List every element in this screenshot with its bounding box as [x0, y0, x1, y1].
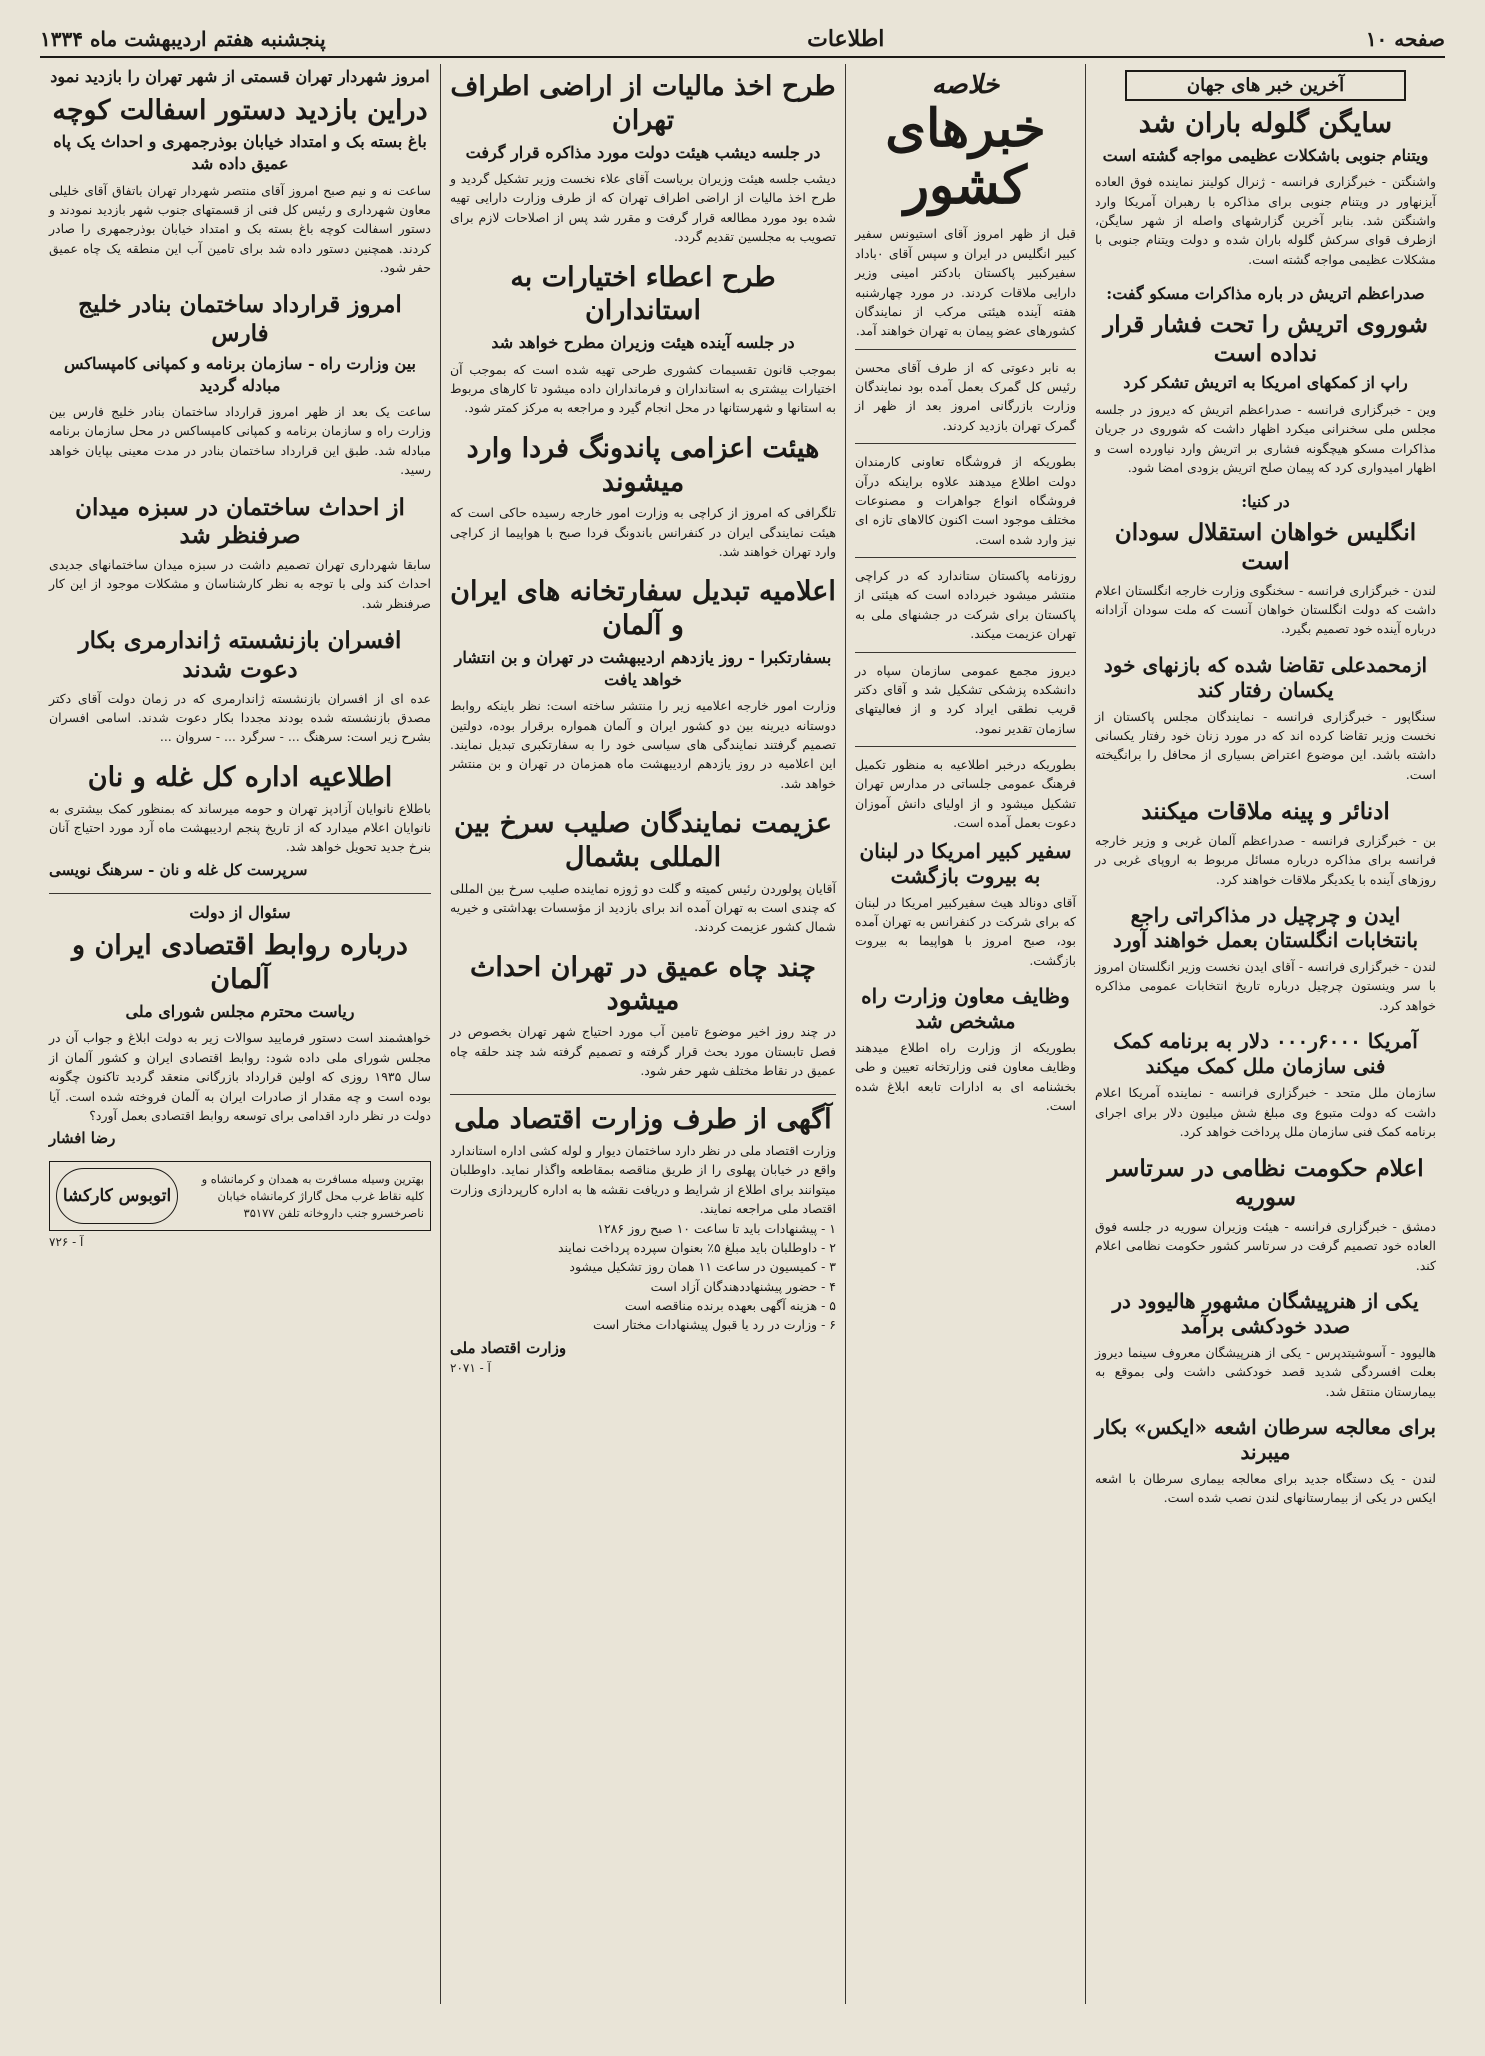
article-body: باطلاع نانوایان آزادپز تهران و حومه میرساند که بمنظور کمک بیشتری به نانوایان اعلام میدارد که از تاریخ پنجم اردیبهشت ماه آرد مورد احتیاج آنان بنرخ جدید تحویل خواهد شد.: [49, 800, 431, 855]
article-gendarmerie: [49, 627, 431, 747]
article-body: ساعت یک بعد از ظهر امروز قرارداد ساختمان بنادر خلیج فارس بین وزارت راه و سازمان برنامه و کمپانی کامپساکس در محل سازمان برنامه مبادله شد. طبق این قرارداد ساختمان بنادر در مدت معینی بپایان خواهد رسید.: [49, 404, 431, 478]
headline: عزیمت نمایندگان صلیب سرخ بین المللی بشمال: [453, 808, 833, 873]
article-austria: [1095, 283, 1436, 477]
headline: دراین بازدید دستور اسفالت کوچه: [52, 94, 428, 126]
ad-item: ۲ - داوطلبان باید مبلغ ۵٪ بعنوان سپرده پرداخت نمایند: [557, 1239, 836, 1255]
article-body: سنگاپور - خبرگزاری فرانسه - نمایندگان مجلس پاکستان از نخست وزیر تقاضا کرده اند که در مورد زنان خود رفتار یکسانی داشته باشد. این موضوع اعتراض بسیاری از محافل را برانگیخته است.: [1095, 708, 1436, 782]
divider: [450, 1094, 836, 1095]
article-xray: [1095, 1415, 1436, 1508]
divider: [855, 557, 1076, 558]
headline: اطلاعیه اداره کل غله و نان: [87, 761, 393, 793]
subheadline: ریاست محترم مجلس شورای ملی: [125, 1001, 355, 1021]
headline: اعلامیه تبدیل سفارتخانه های ایران و آلمان: [450, 576, 836, 642]
headline: امروز قرارداد ساختمان بنادر خلیج فارس: [78, 291, 402, 348]
ad-item: ۱ - پیشنهادات باید تا ساعت ۱۰ صبح روز ۱۲۸۶: [597, 1220, 836, 1236]
headline: انگلیس خواهان استقلال سودان است: [1114, 519, 1417, 575]
article-question: [49, 902, 431, 1148]
article-body: لندن - خبرگزاری فرانسه - سخنگوی وزارت خارجه انگلستان اعلام داشت که دولت انگلستان خواهان آنست که ملت سودان آزادانه درباره آینده خود تصمیم بگیرد.: [1095, 582, 1436, 637]
article-sudan: [1095, 491, 1436, 638]
article-body: در چند روز اخیر موضوع تامین آب مورد احتیاج شهر تهران بخصوص در فصل تابستان مورد بحث قرار گرفته و تصمیم گرفته شد چند حلقه چاه عمیق در نقاط مختلف شهر حفر شود.: [450, 1024, 836, 1078]
divider: [855, 652, 1076, 653]
news-item: بطوریکه درخبر اطلاعیه به منظور تکمیل فرهنگ عمومی جلساتی در مدارس تهران تشکیل میشود و از اولیای دانش آموزان دعوت بعمل آمده است.: [855, 757, 1076, 831]
article-road-ministry: [855, 984, 1076, 1116]
bus-advertisement: [49, 1161, 431, 1231]
headline: طرح اخذ مالیات از اراضی اطراف تهران: [450, 71, 836, 136]
news-item: به نابر دعوتی که از طرف آقای محسن رئیس کل گمرک بعمل آمده بود نمایندگان وزارت بازرگانی امروز بعد از ظهر از گمرک تهران بازدید کردند.: [855, 359, 1076, 433]
subheadline: بسفارتکبرا - روز یازدهم اردیبهشت در تهران و بن انتشار خواهد یافت: [454, 647, 832, 689]
article-embassy: [450, 575, 836, 793]
article-body: دمشق - خبرگزاری فرانسه - هیئت وزیران سوریه در جلسه فوق العاده خود تصمیم گرفت در سرتاسر کشور حکومت نظامی اعلام کند.: [1095, 1218, 1436, 1273]
article-body: لندن - یک دستگاه جدید برای معالجه بیماری سرطان با اشعه ایکس در یکی از بیمارستانهای لندن نصب شده است.: [1095, 1471, 1436, 1506]
divider: [855, 746, 1076, 747]
ad-code: آ - ۷۲۶: [49, 1235, 84, 1250]
article-wells: [450, 951, 836, 1081]
headline: طرح اعطاء اختیارات به استانداران: [510, 261, 776, 327]
article-body: وین - خبرگزاری فرانسه - صدراعظم اتریش که دیروز در جلسه مجلس ملی سخنرانی میکرد اظهار داشت که شوروی در جریان مذاکرات مسکو هیچگونه فشاری بر اتریش وارد نیاورده است و اظهار امیدواری کرد که پیمان صلح اتریش بزودی امضا شود.: [1095, 401, 1436, 476]
article-syria: [1095, 1155, 1436, 1275]
article-body: لندن - خبرگزاری فرانسه - آقای ایدن نخست وزیر انگلستان امروز با سر وینستون چرچیل درباره تاریخ انتخابات عمومی مذاکره خواهد کرد.: [1095, 959, 1436, 1013]
page-number: صفحه ۱۰: [1365, 27, 1445, 51]
headline: یکی از هنرپیشگان مشهور هالیوود در صدد خودکشی برآمد: [1112, 1288, 1419, 1338]
headline: از احداث ساختمان در سبزه میدان صرفنظر شد: [75, 493, 405, 550]
article-red-cross: [450, 807, 836, 937]
headline: ازمحمدعلی تقاضا شده که بازنهای خود یکسان رفتار کند: [1103, 652, 1428, 702]
signature: رضا افشار: [49, 1129, 116, 1148]
subheadline: ویتنام جنوبی باشکلات عظیمی مواجه گشته است: [1102, 145, 1429, 165]
news-item: بطوریکه از فروشگاه تعاونی کارمندان دولت اطلاع میدهند علاوه براینکه درآن فروشگاه انواع جواهرات و مصنوعات مختلف موجود است اکنون کالاهای تازه ای نیز وارد شده است.: [855, 454, 1076, 547]
article-mayor: [49, 66, 431, 277]
article-body: تلگرافی که امروز از کراچی به وزارت امور خارجه رسیده حاکی است که هیئت نمایندگی ایران در کنفرانس باندونگ فردا صبح با هواپیما از کراچی وارد تهران خواهند شد.: [450, 505, 836, 560]
article-sabzeh-meydan: [49, 494, 431, 614]
banner-title: خبرهای کشور: [885, 98, 1046, 217]
kicker: صدراعظم اتریش در باره مذاکرات مسکو گفت:: [1106, 284, 1425, 304]
divider: [855, 443, 1076, 444]
kicker: امروز شهردار تهران قسمتی از شهر تهران را بازدید نمود: [50, 67, 430, 86]
article-saigon: [1095, 107, 1436, 269]
subheadline: بین وزارت راه - سازمان برنامه و کمپانی کامپساکس مبادله گردید: [63, 353, 416, 395]
kicker: در کنیا:: [1241, 492, 1290, 512]
article-body: بن - خبرگزاری فرانسه - صدراعظم آلمان غربی و وزیر خارجه فرانسه برای مذاکره درباره مسائل مربوط به اروپای غربی در روزهای آینده با یکدیگر ملاقات خواهند کرد.: [1095, 832, 1436, 887]
divider: [855, 349, 1076, 350]
article-us-ambassador: [855, 839, 1076, 971]
article-body: دیشب جلسه هیئت وزیران بریاست آقای علاء نخست وزیر تشکیل گردید و طرح اخذ مالیات از اراضی اطراف تهران که از طرف وزارت دارایی تهیه شده بود مورد مطالعه قرار گرفت و مقرر شد پس از اصلاحات لازم برای تصویب به مجلسین تقدیم گردد.: [450, 171, 836, 245]
headline: اعلام حکومت نظامی در سرتاسر سوریه: [1107, 1155, 1424, 1211]
headline: آمریکا ۶۰۰۰ر۰۰۰ دلار به برنامه کمک فنی سازمان ملل کمک میکند: [1113, 1029, 1418, 1079]
article-body: هالیوود - آسوشیتدپرس - یکی از هنرپیشگان معروف سینما دیروز بعلت افسردگی شدید قصد خودکشی داشت ولی بموقع به بیمارستان منتقل شد.: [1095, 1344, 1436, 1399]
ad-item: ۵ - هزینه آگهی بعهده برنده مناقصه است: [624, 1298, 836, 1313]
headline: افسران بازنشسته ژاندارمری بکار دعوت شدند: [78, 627, 402, 683]
article-pakistan: [1095, 653, 1436, 785]
article-body: ساعت نه و نیم صبح امروز آقای منتصر شهردار تهران باتفاق آقای خلیلی معاون شهرداری و رئیس کل فنی از قسمتهای جنوب شهر بازدید نمودند و دستور اسفالت کوچه باغ بسته بک و امتداد خیابان بوذرجمهری را صادر کردند. همچنین دستور داده شد برای تامین آب این منطقه یک چاه عمیق حفر شود.: [49, 182, 431, 276]
headline: چند چاه عمیق در تهران احداث میشود: [470, 951, 816, 1017]
ad-item: ۳ - کمیسیون در ساعت ۱۱ همان روز تشکیل میشود: [569, 1259, 836, 1275]
domestic-news-column: [845, 64, 1085, 2004]
headline: ادنائر و پینه ملاقات میکنند: [1141, 798, 1390, 826]
article-land-tax: [450, 70, 836, 247]
subheadline: در جلسه دیشب هیئت دولت مورد مذاکره قرار گرفت: [465, 142, 821, 162]
world-news-column: [1085, 64, 1445, 2004]
headline: سفیر کبیر امریکا در لبنان به بیروت بازگشت: [859, 838, 1072, 888]
center-column: [440, 64, 845, 2004]
article-body: آقایان پولوردن رئیس کمیته و گلت دو ژوزه نماینده صلیب سرخ بین المللی که چندی است به تهران آمده اند برای بازدید از مؤسسات بهداشتی و خیریه شمال کشور عزیمت کردند.: [450, 880, 836, 935]
article-governors: [450, 261, 836, 418]
headline: درباره روابط اقتصادی ایران و آلمان: [72, 930, 408, 996]
news-item: روزنامه پاکستان ستاندارد که در کراچی منتشر میشود خبرداده است که هیئتی از پاکستان برای شرکت در جشنهای ملی به تهران عزیمت میکند.: [855, 568, 1076, 642]
article-eden: [1095, 903, 1436, 1015]
article-body: عده ای از افسران بازنشسته ژاندارمری که در زمان دولت آقای دکتر مصدق بازنشسته شده بودند مجددا بکار دعوت شدند. اسامی افسران بشرح زیر است: سرهنگ ... - سرگرد ... - سروان ...: [49, 690, 431, 745]
signature: سرپرست کل غله و نان - سرهنگ نویسی: [49, 860, 308, 879]
news-item: قبل از ظهر امروز آقای استیونس سفیر کبیر انگلیس در ایران و سپس آقای ۰باداد سفیرکبیر پاکستان بادکتر امینی وزیر دارایی ملاقات کردند. در مورد چهارشنبه هفته آینده هیئتی مرکب از نمایندگان کشورهای عضو پیمان به تهران خواهند آمد.: [855, 226, 1076, 339]
article-body: بموجب قانون تقسیمات کشوری طرحی تهیه شده است که بموجب آن اختیارات بیشتری به استانداران و فرمانداران داده میشود تا کارهای مربوط به استانها و شهرستانها در محل انجام گیرد و مراجعه به مرکز کمتر شود.: [450, 361, 836, 416]
headline: هیئت اعزامی پاندونگ فردا وارد میشوند: [466, 432, 820, 498]
headline: برای معالجه سرطان اشعه «ایکس» بکار میبرند: [1094, 1415, 1436, 1464]
article-hollywood: [1095, 1289, 1436, 1401]
article-adenauer: [1095, 798, 1436, 889]
columns: [40, 64, 1445, 2004]
article-body: سازمان ملل متحد - خبرگزاری فرانسه - نماینده آمریکا اعلام داشت که دولت متبوع وی مبلغ شش میلیون دلار برای اجرای برنامه کمک فنی سازمان ملل پرداخت خواهد کرد.: [1095, 1085, 1436, 1139]
article-body: بطوریکه از وزارت راه اطلاع میدهند وظایف معاون فنی وزارتخانه تعیین و طی بخشنامه ای به ادارات تابعه ابلاغ شده است.: [855, 1040, 1076, 1114]
news-item: دیروز مجمع عمومی سازمان سپاه در دانشکده پزشکی تشکیل شد و آقای دکتر قریب نطقی ایراد کرد و از فعالیتهای سازمان تقدیر نمود.: [855, 662, 1076, 736]
article-body: خواهشمند است دستور فرمایید سوالات زیر به دولت ابلاغ و جواب آن در مجلس شورای ملی داده شود: روابط اقتصادی ایران و کشور آلمان از سال ۱۹۳۵ روزی که اولین قرارداد بازرگانی منعقد گردید تاکنون چگونه بوده است و چه مقدار از صادرات ایران به آلمان فروخته شده است. آیا دولت در نظر دارد اقدامی برای توسعه روابط اقتصادی بعمل آورد؟: [49, 1030, 431, 1123]
subheadline: در جلسه آینده هیئت وزیران مطرح خواهد شد: [491, 333, 795, 353]
ad-item: ۴ - حضور پیشنهاددهندگان آزاد است: [650, 1278, 836, 1294]
article-grain-bread: [49, 761, 431, 879]
ad-headline: آگهی از طرف وزارت اقتصاد ملی: [454, 1104, 832, 1136]
kicker: سئوال از دولت: [189, 902, 291, 922]
ad-item: ۶ - وزارت در رد یا قبول پیشنهادات مختار است: [593, 1317, 836, 1333]
bus-company-logo: اتوبوس کارکشا: [56, 1168, 178, 1224]
article-bandung: [450, 432, 836, 562]
ad-code: آ - ۲۰۷۱: [450, 1360, 491, 1375]
article-gulf-ports: [49, 291, 431, 479]
divider: [49, 893, 431, 894]
article-body: آقای دونالد هیث سفیرکبیر امریکا در لبنان که برای شرکت در کنفرانس به تهران آمده بود، صبح امروز با هواپیما به بیروت بازگشت.: [855, 894, 1076, 968]
ad-signature: وزارت اقتصاد ملی: [450, 1338, 567, 1357]
headline: ایدن و چرچیل در مذاکراتی راجع بانتخابات انگلستان بعمل خواهند آورد: [1112, 903, 1419, 952]
article-body: واشنگتن - خبرگزاری فرانسه - ژنرال کولینز نماینده فوق العاده آیزنهاور در ویتنام جنوبی برای مذاکره با رهبران آمریکا وارد واشنگتن شد. بنابر آخرین گزارشهای واصله از شهر سایگن، ازطرف قوای سرکش گلوله باران شده و دولت ویتنام جنوبی با مشکلات عظیمی مواجه گشته است.: [1095, 174, 1436, 267]
domestic-news-banner: [855, 70, 1076, 217]
article-body: سابقا شهرداری تهران تصمیم داشت در سبزه میدان ساختمانهای جدیدی احداث کند ولی با توجه به نظر کارشناسان و مشکلات موجود از این کار صرفنظر شد.: [49, 557, 431, 611]
ad-body: وزارت اقتصاد ملی در نظر دارد ساختمان دیوار و لوله کشی اداره استاندارد واقع در خیابان پهلوی را از طریق مناقصه بمقاطعه واگذار نماید. داوطلبان میتوانند برای اطلاع از شرایط و دریافت نقشه ها به اداره کارپردازی وزارت اقتصاد ملی مراجعه نمایند.: [450, 1143, 836, 1217]
ad-text: بهترین وسیله مسافرت به همدان و کرمانشاه و کلیه نقاط غرب محل گاراژ کرمانشاه خیابان ناصرخسرو جنب داروخانه تلفن ۳۵۱۷۷: [201, 1172, 424, 1220]
article-body: وزارت امور خارجه اعلامیه زیر را منتشر ساخته است: نظر باینکه روابط دوستانه دیرینه بین دو کشور ایران و آلمان همواره برقرار بوده، دولتین تصمیم گرفتند نمایندگی های سیاسی خود را به سفارتکبری تبدیل نمایند. این اعلامیه در روز یازدهم اردیبهشت ماه همزمان در تهران و بن منتشر خواهد شد.: [450, 698, 836, 791]
article-un-aid: [1095, 1029, 1436, 1141]
issue-date: پنجشنبه هفتم اردیبهشت ماه ۱۳۳۴: [40, 27, 326, 51]
banner-kicker: خلاصه: [931, 70, 1000, 100]
world-news-box-title: آخرین خبر های جهان: [1125, 70, 1406, 101]
masthead: [40, 22, 1445, 58]
left-column: [40, 64, 440, 2004]
ad-economy-ministry: [450, 1103, 836, 1375]
subheadline: راپ از کمکهای امریکا به اتریش تشکر کرد: [1123, 373, 1408, 393]
subheadline: باغ بسته بک و امتداد خیابان بوذرجمهری و احداث یک پاه عمیق داده شد: [53, 132, 427, 173]
headline: سایگن گلوله باران شد: [1138, 108, 1393, 139]
headline: شوروی اتریش را تحت فشار قرار نداده است: [1103, 310, 1428, 367]
headline: وظایف معاون وزارت راه مشخص شد: [861, 984, 1070, 1033]
newspaper-name: اطلاعات: [807, 26, 885, 52]
